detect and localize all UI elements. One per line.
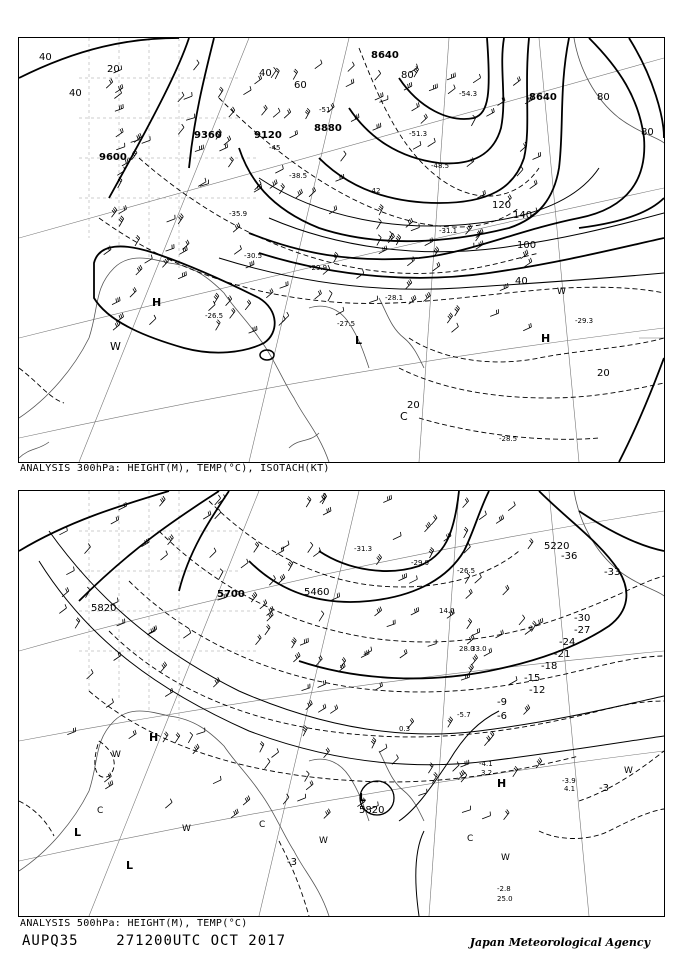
wind-barb [530,180,537,189]
temp-label: -42 [369,187,381,195]
wind-barb [486,108,494,116]
wind-barb [59,604,66,613]
wind-barb [75,618,80,629]
wind-barb [463,498,469,508]
wind-barb [379,204,384,215]
obs-value: -31.3 [354,545,373,553]
height-label: 5820 [359,805,385,816]
wind-barb [361,650,369,658]
wind-barb [379,246,387,254]
wind-barb [262,105,268,115]
wind-barb [136,265,142,275]
obs-value: -4.1 [479,760,493,768]
wind-barb [504,810,510,820]
wind-barb [509,676,517,684]
low-center: L [126,859,134,872]
wind-barb [193,744,199,754]
wind-barb [408,718,414,728]
small-closed-contour [260,350,274,360]
wind-barb [213,677,219,687]
height-label: 9600 [99,152,127,163]
product-code [22,933,286,949]
temp-label: -35.9 [229,210,248,218]
wind-barb [116,143,125,150]
wind-barb [373,123,381,131]
wind-barb [448,717,453,728]
temp-label: -6 [497,711,507,722]
isotach-label: 80 [641,127,654,138]
cold-center: C [259,820,266,830]
wind-barb [87,669,94,679]
wind-barb [313,548,320,557]
isotach-label: 120 [492,200,512,211]
temp-label: -29.3 [575,317,594,325]
temp-label: -12 [529,685,546,696]
temp-label: -15 [524,673,541,684]
wind-barb [214,293,219,304]
wind-barb [447,313,452,323]
wind-barb [448,85,455,94]
wind-barb [328,291,332,302]
obs-value: -3.9 [562,777,576,785]
wind-barb [400,649,407,658]
wind-barb [338,663,345,672]
wind-barb [188,732,192,743]
wind-barb [195,145,204,152]
wind-barb [260,742,264,753]
isotach-label: 60 [294,80,307,91]
wind-barb [209,301,216,311]
height-label: 5460 [304,587,330,598]
temp-label: -28.1 [385,294,404,302]
temp-label: -30.5 [244,252,263,260]
height-labels [91,541,569,816]
wind-barb [411,224,419,231]
wind-barb [175,733,180,744]
wind-barb [184,92,192,99]
isotach-label: 20 [597,368,610,379]
wind-barb [284,109,291,119]
temp-label: -51.3 [409,130,428,138]
temp-label: -24 [559,637,576,648]
warm-center: W [112,750,121,760]
wind-barb [111,516,119,524]
wind-barb [508,502,515,511]
temp-label: -30 [574,613,591,624]
wind-barb [302,684,311,691]
height-label: 9120 [254,130,282,141]
temp-label: -3 [287,857,297,868]
product-id: AUPQ35 [22,933,79,949]
obs-value: -29.9 [411,559,430,567]
isotach-label: 40 [39,52,52,63]
wind-barb [281,541,289,549]
wind-barb [241,559,248,568]
wind-barb [467,618,472,629]
wind-barb [428,763,433,774]
temp-labels [205,90,593,443]
obs-value: -2.8 [497,885,511,893]
wind-barb [219,143,227,151]
high-center: H [149,731,159,744]
wind-barb [341,151,347,161]
wind-barb [379,95,388,102]
wind-barb [163,732,168,742]
wind-barb [271,67,276,78]
pressure-centers [110,287,566,423]
wind-barb [468,664,473,674]
caption-300hpa: ANALYSIS 300hPa: HEIGHT(M), TEMP(°C), ISOTACH(KT) [20,463,330,474]
wind-barb [165,799,172,809]
wind-barb [106,699,113,708]
wind-barb [466,589,473,599]
isotach-right [619,358,664,462]
wind-barb [323,507,331,515]
cold-center: C [467,834,474,844]
wind-barb [119,216,124,227]
wind-barb [425,522,431,532]
wind-barb [119,205,127,213]
warm-center: W [182,824,191,834]
low-center: L [359,791,367,804]
wind-barb [265,625,270,635]
wind-barb [523,323,531,331]
agency-name: Japan Meteorological Agency [469,936,650,949]
wind-barb [218,87,223,98]
wind-barb [533,152,541,160]
wind-barb [300,638,308,645]
temp-label: -3 [599,783,609,794]
wind-barb [348,62,355,72]
wind-barb [476,241,484,250]
wind-barb [228,157,233,167]
temp-label: -54.3 [459,90,478,98]
temp-label: -21 [554,649,571,660]
wind-barb [525,625,532,634]
graticule [19,38,664,462]
wind-barb [296,189,303,198]
wind-barb [105,780,113,789]
wind-barb [203,511,211,519]
wind-barb [186,114,195,121]
wind-barb [324,748,330,758]
wind-barbs [104,60,541,333]
warm-center: W [319,836,328,846]
wind-barb [383,495,391,503]
chart-300hpa [18,37,665,463]
height-label: 9360 [194,130,222,141]
wind-barb [293,652,300,662]
wind-barb [318,704,326,713]
wind-barb [297,794,305,801]
wind-barb [379,744,387,752]
wind-barb [453,762,460,772]
wind-barb [135,235,140,246]
wind-barb [519,615,525,625]
wind-barb [472,654,478,664]
wind-barb [431,515,437,525]
wind-barb [346,79,354,87]
height-label: 8640 [371,50,399,61]
wind-barb [260,600,267,609]
wind-barb [251,592,257,602]
wind-barb [280,281,289,288]
wind-barb [503,585,509,595]
warm-center: W [501,853,510,863]
wind-barb [167,215,176,222]
low-center: L [355,334,363,347]
height-label: 5700 [217,589,245,600]
temp-label: -28.5 [499,435,518,443]
wind-barb [245,300,251,310]
wind-barb [161,662,167,672]
wind-barb [272,748,279,757]
wind-barb [254,542,259,553]
wind-barb [129,730,137,739]
warm-center: W [624,766,633,776]
wind-barb [412,102,420,111]
wind-barb [464,527,468,538]
wind-barb [331,593,339,601]
isotach-label: 140 [513,210,533,221]
wind-barb [305,108,310,119]
wind-barb [452,323,459,332]
wind-barb [104,773,111,783]
obs-value: 14.0 [439,607,455,615]
wind-barb [159,496,165,506]
wind-barb [315,290,322,299]
obs-value: 25.0 [497,895,513,903]
caption-500hpa: ANALYSIS 500hPa: HEIGHT(M), TEMP(°C) [20,918,248,929]
isotherms [19,48,664,439]
valid-time: 271200UTC OCT 2017 [116,933,287,949]
wind-barb [428,138,436,147]
wind-barb [179,246,187,254]
temp-label: -38.5 [289,172,308,180]
wind-barb [161,551,168,560]
wind-barb [234,245,241,254]
wind-barb [292,638,297,649]
isotach-label: 20 [107,64,120,75]
wind-barb [213,776,221,784]
wind-barb [405,279,411,289]
wind-barb [421,114,428,124]
isotach-label: 40 [515,276,528,287]
wind-barb [178,92,184,102]
wind-barb [273,108,280,117]
pressure-centers [74,731,506,872]
temp-label: -9 [497,697,507,708]
wind-barb [290,130,298,138]
obs-value: 3.2 [481,769,493,777]
high-center: H [497,777,507,790]
wind-barb [115,84,123,93]
isotherm-labels [287,551,620,868]
wind-barb [462,806,471,813]
temp-label: -27 [574,625,591,636]
wind-barb [324,809,331,819]
wind-barb [112,297,120,305]
isotach-label: 40 [259,68,272,79]
wind-barb [376,554,381,565]
isotach-label: 40 [69,88,82,99]
wind-barb [194,60,200,70]
height-label: 5220 [544,541,570,552]
wind-barb [524,705,530,715]
wind-barb [496,630,504,638]
wind-barb [455,305,460,316]
height-label: 8640 [529,92,557,103]
high-center: H [152,296,162,309]
wind-barb [117,619,125,626]
wind-barb [387,620,396,627]
chart-500hpa [18,490,665,917]
wind-barb [375,607,382,616]
isotach-label: 80 [401,70,414,81]
wind-barb [85,544,91,554]
wind-barb [231,809,238,818]
wind-barb [309,187,316,197]
wind-barb [130,287,136,297]
wind-barb [322,493,327,504]
wind-barb [283,794,289,804]
wind-barb [243,796,250,806]
wind-barb [319,611,324,622]
height-label: 5820 [91,603,117,614]
wind-barb [249,326,257,333]
obs-value: 4.1 [564,785,576,793]
obs-value: -5.7 [457,711,471,719]
wind-barb [531,621,536,632]
wind-barb [433,262,440,271]
isotach-label: 80 [597,92,610,103]
wind-barb [393,532,401,540]
wind-barb [396,234,401,245]
wind-barb [183,629,190,638]
wind-barb [414,66,419,77]
wind-barb [490,309,498,316]
wind-barb [500,283,508,291]
cold-center: C [97,806,104,816]
wind-barb [513,766,518,777]
wind-barb [429,84,437,91]
wind-barb [409,295,416,304]
wind-barb [528,539,533,549]
wind-barb [482,812,490,819]
wind-barb [409,575,417,583]
wind-barb [473,74,481,83]
wind-barb [377,219,382,230]
wind-barb [330,705,337,714]
temp-label: -48.5 [431,162,450,170]
obs-value: -26.5 [457,567,476,575]
wind-barb [306,497,311,508]
temp-label: -29.9 [309,264,328,272]
wind-barb [66,567,74,575]
temp-label: -26.5 [205,312,224,320]
warm-center: W [110,340,121,353]
wind-barb [243,86,251,95]
isotach-label: 100 [517,240,537,251]
wind-barb [392,755,398,765]
wind-barb [536,758,542,768]
wind-barb [166,244,175,251]
obs-value: 28.0 [459,645,475,653]
wind-barb [219,569,223,580]
wind-barb [306,700,313,710]
wind-barb [293,69,297,80]
map-500hpa [19,491,664,916]
isotach-label: 20 [407,400,420,411]
wind-barb [513,76,520,85]
map-300hpa [19,38,664,462]
low-center: L [74,826,82,839]
wind-barb [413,141,421,149]
cold-center: C [400,410,408,423]
wind-barb [149,315,156,325]
wind-barb [428,640,437,647]
temp-label: -31.1 [439,227,458,235]
temp-label: -45 [269,144,281,152]
wind-barbs [59,493,546,820]
wind-barb [210,548,216,558]
wind-barb [114,652,121,661]
wind-barb [315,60,322,69]
wind-barb [423,292,430,301]
temp-label: -33 [604,567,621,578]
wind-barb [306,781,313,790]
wind-barb [265,758,270,768]
wind-barb [106,79,113,89]
temp-label: -36 [561,551,578,562]
wind-barb [230,308,236,318]
temp-label: -27.5 [337,320,356,328]
wind-barb [308,542,313,553]
wind-barb [216,320,221,331]
wind-barb [429,547,434,558]
wind-barb [183,240,190,250]
wind-barb [447,73,455,80]
obs-value: 0.3 [399,725,411,733]
wind-barb [375,70,381,80]
wind-barb [466,224,472,234]
wind-barb [288,560,293,571]
temp-label: -51 [319,106,331,114]
wind-barb [256,635,262,645]
height-label: 8880 [314,123,342,134]
wind-barb [496,515,504,524]
warm-center: W [557,287,566,297]
wind-barb [371,738,376,749]
wind-barb [411,607,419,615]
wind-barb [178,271,186,278]
temp-label: -18 [541,661,558,672]
wind-barb [116,128,123,137]
wind-barb [369,296,377,303]
wind-barb [278,574,285,584]
coastline [19,38,664,462]
obs-value: 33.0 [471,645,487,653]
high-center: H [541,332,551,345]
wind-barb [117,167,125,176]
wind-barb [521,250,528,259]
wind-barb [399,573,407,581]
